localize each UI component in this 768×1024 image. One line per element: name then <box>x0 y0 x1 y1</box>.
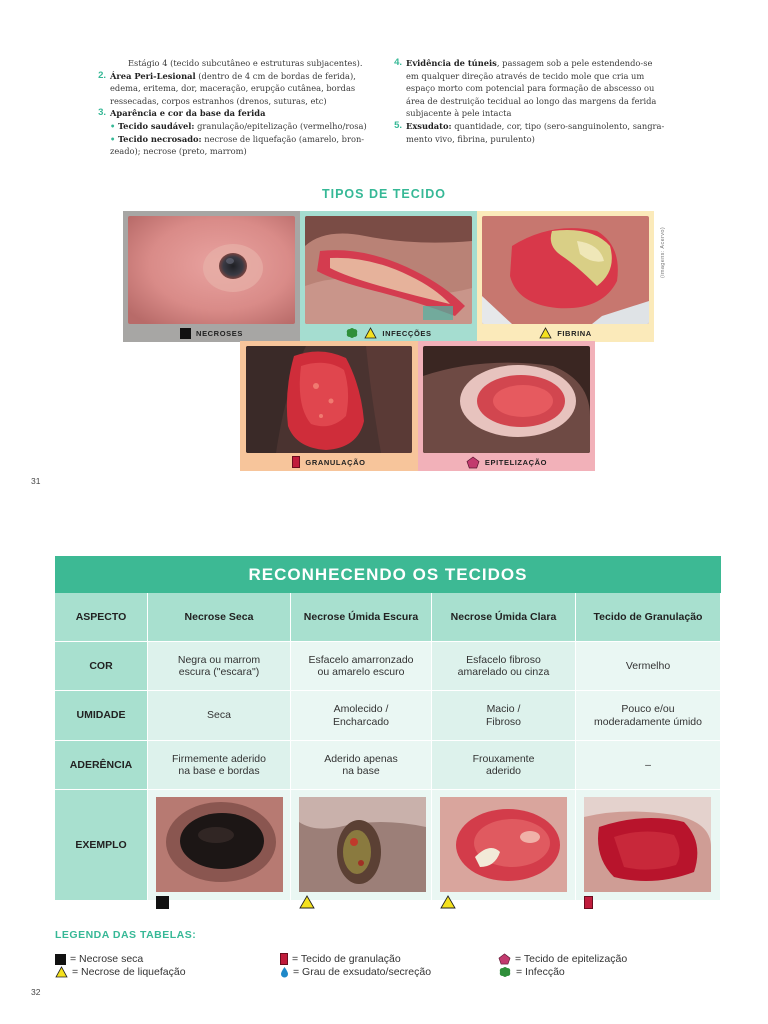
caption-fibrina <box>477 324 654 342</box>
table-grid <box>55 593 721 901</box>
table-header-cell: Tecido de Granulação <box>576 593 721 642</box>
text-line: ressecadas, corpos estranhos (drenos, suturas, etc) <box>110 95 327 106</box>
item-aparencia: Aparência e cor da base da ferida <box>110 108 266 119</box>
example-tecido-granulacao <box>576 790 721 901</box>
table-cell: Esfacelo amarronzado ou amarelo escuro <box>291 642 432 691</box>
panel-epitelizacao <box>418 341 595 471</box>
example-photo <box>299 797 426 892</box>
black-square-icon <box>55 954 66 965</box>
section-title-tipos: TIPOS DE TECIDO <box>321 187 447 201</box>
legend-label: = Tecido de granulação <box>292 953 401 965</box>
table-cell: Seca <box>148 691 291 741</box>
caption-epitelizacao <box>418 453 595 471</box>
row-label-aderencia: ADERÊNCIA <box>55 741 148 790</box>
text-line: edema, eritema, dor, maceração, erupção cutânea, bordas <box>110 83 356 94</box>
legend-item-necrose-liquefacao <box>55 966 186 978</box>
text-line: espaço morto com potencial para formação de abscesso ou <box>406 83 655 94</box>
table-cell: Negra ou marrom escura ("escara") <box>148 642 291 691</box>
example-photo <box>440 797 567 892</box>
photo-infeccoes <box>305 216 472 324</box>
row-label-umidade: UMIDADE <box>55 691 148 741</box>
table-cell: – <box>576 741 721 790</box>
yellow-triangle-icon <box>539 327 552 339</box>
item-tuneis: Evidência de túneis, passagem sob a pele estendendo-se <box>406 58 653 68</box>
panel-necroses <box>123 211 300 342</box>
table-header-cell: ASPECTO <box>55 593 148 642</box>
photo-fibrina <box>482 216 649 324</box>
item-number: 3. <box>98 107 106 119</box>
table-header-cell: Necrose Úmida Clara <box>432 593 576 642</box>
yellow-triangle-icon <box>364 327 377 339</box>
legend-item-necrose-seca <box>55 953 143 965</box>
row-label-cor: COR <box>55 642 148 691</box>
panel-infeccoes <box>300 211 477 342</box>
image-credit: (imagens: Acervo) <box>660 226 666 278</box>
yellow-triangle-icon <box>440 895 456 909</box>
yellow-triangle-icon <box>299 895 315 909</box>
legend-item-granulacao <box>280 953 401 965</box>
text-line: zeado); necrose (preto, marrom) <box>110 146 247 157</box>
caption-label: EPITELIZAÇÃO <box>484 457 548 467</box>
legend-item-exsudato <box>280 966 431 978</box>
item-peri-lesional: Área Peri-Lesional (dentro de 4 cm de bordas de ferida), <box>110 70 356 81</box>
legend-label: = Necrose de liquefação <box>72 966 186 978</box>
legend-label: = Infecção <box>516 966 565 978</box>
item-number: 5. <box>394 119 402 131</box>
example-photo <box>156 797 283 892</box>
item-number: 4. <box>394 57 402 68</box>
example-necrose-umida-clara <box>432 790 576 901</box>
panel-granulacao <box>240 341 418 471</box>
photo-epitelizacao <box>423 346 590 453</box>
caption-infeccoes <box>300 324 477 342</box>
table-header-cell: Necrose Seca <box>148 593 291 642</box>
text-column-right <box>392 57 682 145</box>
red-rectangle-icon <box>292 456 300 468</box>
green-blob-icon <box>498 966 512 978</box>
table-cell: Aderido apenas na base <box>291 741 432 790</box>
example-necrose-umida-escura <box>291 790 432 901</box>
example-photo <box>584 797 711 892</box>
table-cell: Amolecido / Encharcado <box>291 691 432 741</box>
page-number: 32 <box>31 987 41 997</box>
table-cell: Firmemente aderido na base e bordas <box>148 741 291 790</box>
text-line: área de destruição tecidual ao longo das margens da ferida <box>406 95 657 106</box>
panel-fibrina <box>477 211 654 342</box>
stage4-line: Estágio 4 (tecido subcutâneo e estruturas subjacentes). <box>128 58 363 68</box>
red-rectangle-icon <box>584 896 593 909</box>
table-cell: Frouxamente aderido <box>432 741 576 790</box>
photo-necroses <box>128 216 295 324</box>
example-necrose-seca <box>148 790 291 901</box>
text-line: em qualquer direção através de tecido mole que cria um <box>406 70 645 81</box>
legend-label: = Grau de exsudato/secreção <box>293 966 432 978</box>
table-title: RECONHECENDO OS TECIDOS <box>55 556 721 593</box>
item-number: 2. <box>98 69 106 81</box>
table-header-cell: Necrose Úmida Escura <box>291 593 432 642</box>
pink-pentagon-icon <box>498 953 511 965</box>
caption-label: INFECÇÕES <box>382 328 432 338</box>
black-square-icon <box>156 896 169 909</box>
table-cell: Esfacelo fibroso amarelado ou cinza <box>432 642 576 691</box>
sub-item-necrosado: • Tecido necrosado: necrose de liquefação (amarelo, bron- <box>110 133 365 144</box>
black-square-icon <box>180 328 191 339</box>
legend-item-epitelizacao <box>498 953 627 965</box>
caption-label: GRANULAÇÃO <box>305 457 366 467</box>
legend-label: = Tecido de epitelização <box>515 953 628 965</box>
legend-title: LEGENDA DAS TABELAS: <box>55 929 197 941</box>
caption-necroses <box>123 324 300 342</box>
table-cell: Pouco e/ou moderadamente úmido <box>576 691 721 741</box>
red-rectangle-icon <box>280 953 288 965</box>
item-exsudato: Exsudato: quantidade, cor, tipo (sero-sanguinolento, sangra- <box>406 120 665 131</box>
text-column-left <box>96 57 386 158</box>
caption-label: FIBRINA <box>557 328 592 338</box>
photo-granulacao <box>246 346 412 453</box>
row-label-exemplo: EXEMPLO <box>55 790 148 901</box>
table-cell: Vermelho <box>576 642 721 691</box>
green-blob-icon <box>345 327 359 339</box>
sub-item-saudavel: • Tecido saudável: granulação/epitelização (vermelho/rosa) <box>110 120 367 131</box>
legend-label: = Necrose seca <box>70 953 144 965</box>
tissue-table <box>55 556 721 901</box>
text-line: mento vivo, fibrina, purulento) <box>406 133 535 144</box>
caption-granulacao <box>240 453 418 471</box>
caption-label: NECROSES <box>196 328 243 338</box>
pink-pentagon-icon <box>466 456 480 469</box>
page-number: 31 <box>31 476 41 486</box>
text-line: subjacente à pele intacta <box>406 108 512 119</box>
blue-drop-icon <box>280 966 289 978</box>
yellow-triangle-icon <box>55 966 68 978</box>
legend-item-infeccao <box>498 966 565 978</box>
table-cell: Macio / Fibroso <box>432 691 576 741</box>
